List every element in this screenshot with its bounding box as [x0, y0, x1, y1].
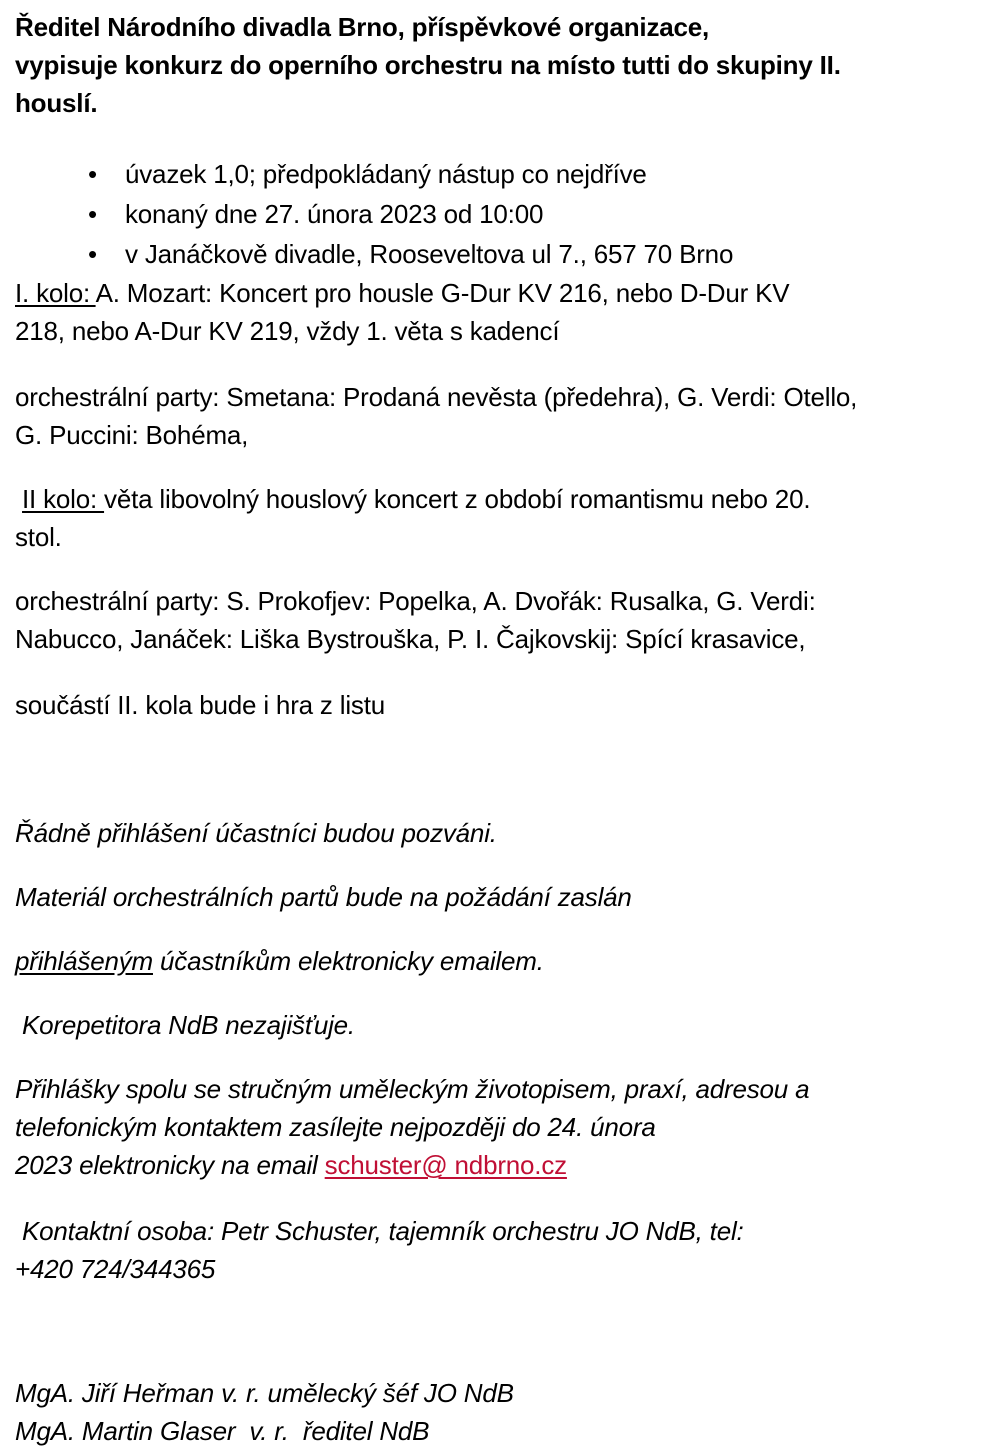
round2-paragraph — [15, 480, 990, 556]
parts1-line: orchestrální party: Smetana: Prodaná nevěsta (předehra), G. Verdi: Otello, — [15, 382, 858, 412]
signature-line: MgA. Jiří Heřman v. r. umělecký šéf JO NdB — [15, 1378, 514, 1408]
round2-line: stol. — [15, 522, 62, 552]
korepetitor-line: Korepetitora NdB nezajišťuje. — [15, 1010, 355, 1040]
applications-email-prefix: 2023 elektronicky na email — [15, 1150, 325, 1180]
parts2-line: orchestrální party: S. Prokofjev: Popelka, A. Dvořák: Rusalka, G. Verdi: — [15, 586, 816, 616]
registered-line — [15, 942, 990, 980]
list-item-text: konaný dne 27. února 2023 od 10:00 — [125, 199, 544, 229]
email-link[interactable]: schuster@ ndbrno.cz — [324, 1150, 567, 1180]
bullet-icon: • — [88, 199, 97, 229]
material-line: Materiál orchestrálních partů bude na požádání zaslán — [15, 882, 632, 912]
contact-paragraph — [15, 1212, 990, 1288]
invited-line: Řádně přihlášení účastníci budou pozváni. — [15, 818, 497, 848]
heading-line: vypisuje konkurz do operního orchestru na místo tutti do skupiny II. — [15, 50, 841, 80]
heading-line: houslí. — [15, 88, 98, 118]
bullet-list — [15, 154, 990, 274]
parts1-paragraph — [15, 378, 990, 454]
registered-underlined: přihlášeným — [15, 946, 153, 976]
applications-line: telefonickým kontaktem zasílejte nejpozději do 24. února — [15, 1112, 656, 1142]
heading — [15, 8, 990, 122]
round1-label: I. kolo: — [15, 278, 96, 308]
round2-text: věta libovolný houslový koncert z období romantismu nebo 20. — [104, 484, 811, 514]
invited-paragraph — [15, 814, 990, 852]
parts2-line: Nabucco, Janáček: Liška Bystrouška, P. I. Čajkovskij: Spící krasavice, — [15, 624, 806, 654]
list-item-text: v Janáčkově divadle, Rooseveltova ul 7., 657 70 Brno — [125, 239, 734, 269]
round2-line — [15, 480, 990, 518]
list-item — [15, 154, 990, 194]
parts1-line: G. Puccini: Bohéma, — [15, 420, 249, 450]
material-paragraph — [15, 878, 990, 916]
round1-text: A. Mozart: Koncert pro housle G-Dur KV 216, nebo D-Dur KV — [95, 278, 790, 308]
applications-line — [15, 1146, 990, 1184]
list-item — [15, 194, 990, 234]
list-item-text: úvazek 1,0; předpokládaný nástup co nejdříve — [125, 159, 647, 189]
signature-line: MgA. Martin Glaser v. r. ředitel NdB — [15, 1416, 430, 1446]
heading-line: Ředitel Národního divadla Brno, příspěvkové organizace, — [15, 12, 710, 42]
contact-line: Kontaktní osoba: Petr Schuster, tajemník orchestru JO NdB, tel: — [15, 1216, 744, 1246]
applications-paragraph — [15, 1070, 990, 1184]
registered-rest: účastníkům elektronicky emailem. — [152, 946, 544, 976]
sight-reading-line: součástí II. kola bude i hra z listu — [15, 690, 385, 720]
parts2-paragraph — [15, 582, 990, 658]
bullet-icon: • — [88, 159, 97, 189]
contact-line: +420 724/344365 — [15, 1254, 216, 1284]
leading-space — [15, 484, 22, 514]
korepetitor-paragraph — [15, 1006, 990, 1044]
list-item — [15, 234, 990, 274]
round1-line: 218, nebo A-Dur KV 219, vždy 1. věta s kadencí — [15, 316, 560, 346]
applications-line: Přihlášky spolu se stručným uměleckým životopisem, praxí, adresou a — [15, 1074, 810, 1104]
round2-label: II kolo: — [22, 484, 105, 514]
registered-paragraph — [15, 942, 990, 980]
sight-reading-paragraph — [15, 686, 990, 724]
signatures — [15, 1374, 990, 1450]
round1-paragraph — [15, 274, 990, 350]
bullet-icon: • — [88, 239, 97, 269]
round1-line — [15, 274, 990, 312]
